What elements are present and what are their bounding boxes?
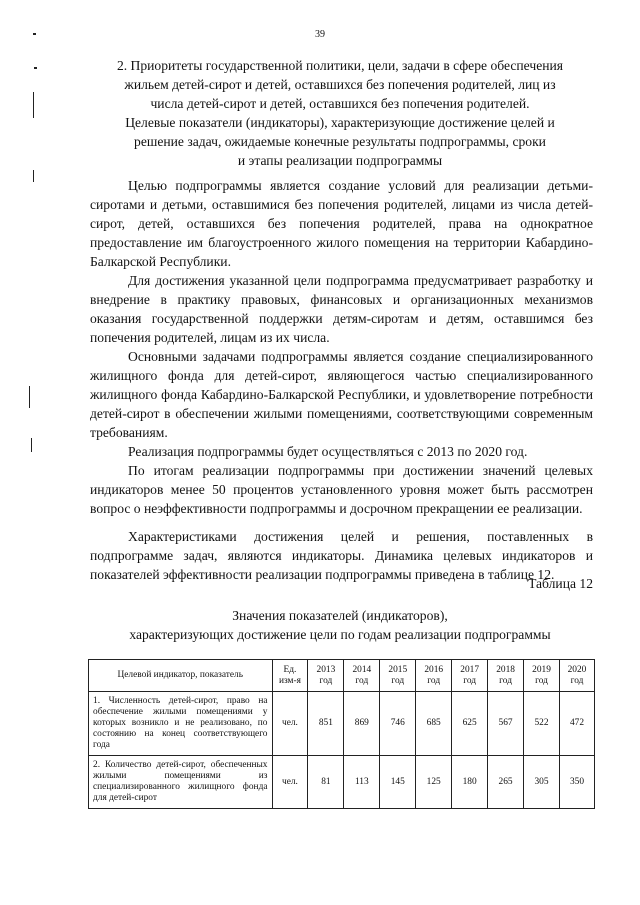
value-cell: 869: [344, 692, 380, 756]
column-header: 2013 год: [308, 660, 344, 692]
margin-mark: [33, 33, 36, 35]
value-cell: 685: [416, 692, 452, 756]
value-cell: 746: [380, 692, 416, 756]
column-header: 2016 год: [416, 660, 452, 692]
unit-cell: чел.: [272, 756, 308, 809]
heading-line: и этапы реализации подпрограммы: [237, 153, 443, 168]
column-header: 2019 год: [524, 660, 560, 692]
paragraph-goal: Целью подпрограммы является создание условий для реализации детьми-сиротами и детьми, оставшимися без попечения родителей, лицами из числа детей-сирот, детей, оставшихся без попечения родителей, права на однократное предоставление им благоустроенного жилого помещения на территории Кабардино-Балкарской Республики.: [90, 178, 593, 269]
paragraph-means: Для достижения указанной цели подпрограмма предусматривает разработку и внедрение в практику правовых, финансовых и организационных механизмов оказания государственной поддержки детям-сиротам и детям, оставшимся без попечения родителей, лицам из их числа.: [90, 273, 593, 345]
value-cell: 567: [488, 692, 524, 756]
value-cell: 180: [452, 756, 488, 809]
value-cell: 145: [380, 756, 416, 809]
indicator-cell: 2. Количество детей-сирот, обеспеченных жилыми помещениями из специализированного жилищного фонда для детей-сирот: [89, 756, 273, 809]
value-cell: 125: [416, 756, 452, 809]
indicator-cell: 1. Численность детей-сирот, право на обеспечение жилыми помещениями у которых возникло и не реализовано, по состоянию на конец соответствующего года: [89, 692, 273, 756]
heading-line: жильем детей-сирот и детей, оставшихся без попечения родителей, лиц из: [124, 77, 556, 92]
heading-line: числа детей-сирот и детей, оставшихся без попечения родителей.: [150, 96, 530, 111]
column-header: 2017 год: [452, 660, 488, 692]
value-cell: 522: [524, 692, 560, 756]
table-title-line: характеризующих достижение цели по годам реализации подпрограммы: [129, 627, 551, 642]
table-row: [89, 692, 595, 756]
value-cell: 81: [308, 756, 344, 809]
margin-mark: [33, 170, 34, 182]
body-text: [90, 176, 593, 584]
paragraph-efficiency: По итогам реализации подпрограммы при достижении значений целевых индикаторов менее 50 процентов установленного уровня может быть рассмотрен вопрос о неэффективности подпрограммы и досрочном прекращении ее реализации.: [90, 463, 593, 516]
column-header: Ед. изм-я: [272, 660, 308, 692]
column-header: 2015 год: [380, 660, 416, 692]
value-cell: 265: [488, 756, 524, 809]
column-header: Целевой индикатор, показатель: [89, 660, 273, 692]
table-header-row: [89, 660, 595, 692]
margin-mark: [31, 438, 32, 452]
paragraph-period: Реализация подпрограммы будет осуществляться с 2013 по 2020 год.: [128, 444, 528, 459]
table-title-line: Значения показателей (индикаторов),: [232, 608, 448, 623]
column-header: 2018 год: [488, 660, 524, 692]
margin-mark: [34, 67, 37, 69]
heading-line: решение задач, ожидаемые конечные результаты подпрограммы, сроки: [134, 134, 546, 149]
value-cell: 851: [308, 692, 344, 756]
value-cell: 350: [559, 756, 594, 809]
indicators-table: [88, 659, 595, 809]
value-cell: 113: [344, 756, 380, 809]
value-cell: 625: [452, 692, 488, 756]
value-cell: 305: [524, 756, 560, 809]
section-heading: [80, 56, 600, 170]
table-title: [80, 606, 600, 644]
paragraph-tasks: Основными задачами подпрограммы является создание специализированного жилищного фонда для детей-сирот, являющегося частью специализированного жилищного фонда Кабардино-Балкарской Республики, и удовлетворение потребности детей-сирот в обеспечении жилыми помещениями, соответствующими современным требованиям.: [90, 349, 593, 440]
page-number: 39: [315, 29, 325, 40]
margin-mark: [33, 92, 34, 118]
paragraph-indicators: Характеристиками достижения целей и решения, поставленных в подпрограмме задач, являются индикаторы. Динамика целевых индикаторов и показателей эффективности реализации подпрограммы приведена в таблице 12.: [90, 529, 593, 582]
column-header: 2014 год: [344, 660, 380, 692]
value-cell: 472: [559, 692, 594, 756]
heading-line: Целевые показатели (индикаторы), характеризующие достижение целей и: [125, 115, 555, 130]
heading-line: 2. Приоритеты государственной политики, цели, задачи в сфере обеспечения: [116, 58, 564, 73]
unit-cell: чел.: [272, 692, 308, 756]
table-caption: Таблица 12: [528, 576, 593, 591]
column-header: 2020 год: [559, 660, 594, 692]
table-row: [89, 756, 595, 809]
margin-mark: [29, 386, 30, 408]
